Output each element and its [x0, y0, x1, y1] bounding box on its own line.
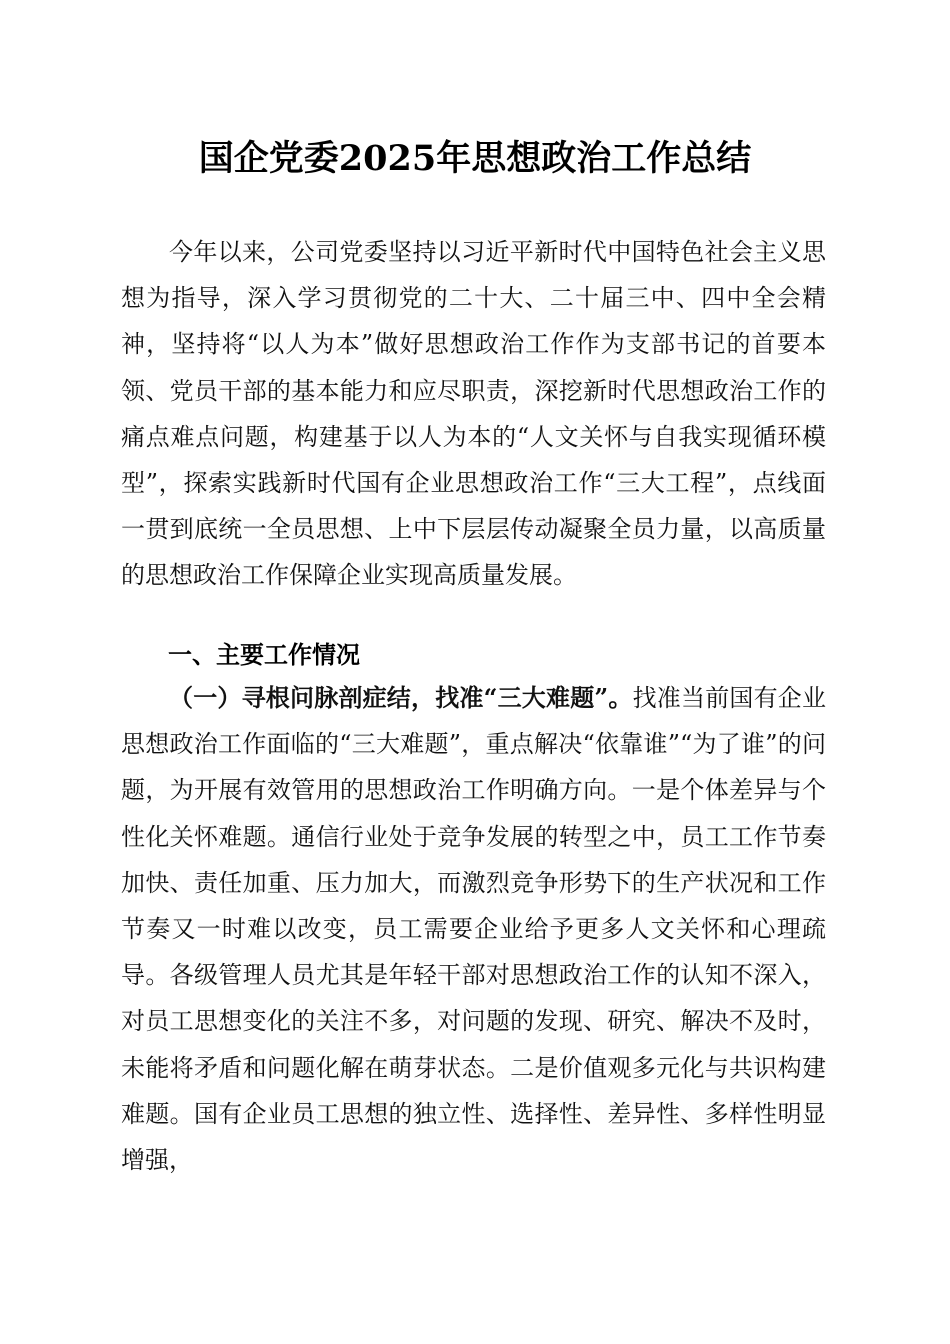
subsection-paragraph: [121, 675, 826, 1183]
document-title: 国企党委2025年思想政治工作总结: [198, 138, 752, 179]
section-heading: 一、主要工作情况: [168, 641, 360, 669]
subsection-heading: （一）寻根问脉剖症结，找准“三大难题”。: [169, 683, 633, 712]
intro-paragraph: 今年以来，公司党委坚持以习近平新时代中国特色社会主义思想为指导，深入学习贯彻党的二十大、二十届三中、四中全会精神，坚持将“以人为本”做好思想政治工作作为支部书记的首要本领、党员干部的基本能力和应尽职责，深挖新时代思想政治工作的痛点难点问题，构建基于以人为本的“人文关怀与自我实现循环模型”，探索实践新时代国有企业思想政治工作“三大工程”，点线面一贯到底统一全员思想、上中下层层传动凝聚全员力量，以高质量的思想政治工作保障企业实现高质量发展。: [121, 238, 826, 590]
subsection-body: 找准当前国有企业思想政治工作面临的“三大难题”，重点解决“依靠谁”“为了谁”的问题，为开展有效管用的思想政治工作明确方向。一是个体差异与个性化关怀难题。通信行业处于竞争发展的转型之中，员工工作节奏加快、责任加重、压力加大，而激烈竞争形势下的生产状况和工作节奏又一时难以改变，员工需要企业给予更多人文关怀和心理疏导。各级管理人员尤其是年轻干部对思想政治工作的认知不深入，对员工思想变化的关注不多，对问题的发现、研究、解决不及时，未能将矛盾和问题化解在萌芽状态。二是价值观多元化与共识构建难题。国有企业员工思想的独立性、选择性、差异性、多样性明显增强，: [121, 684, 827, 1175]
